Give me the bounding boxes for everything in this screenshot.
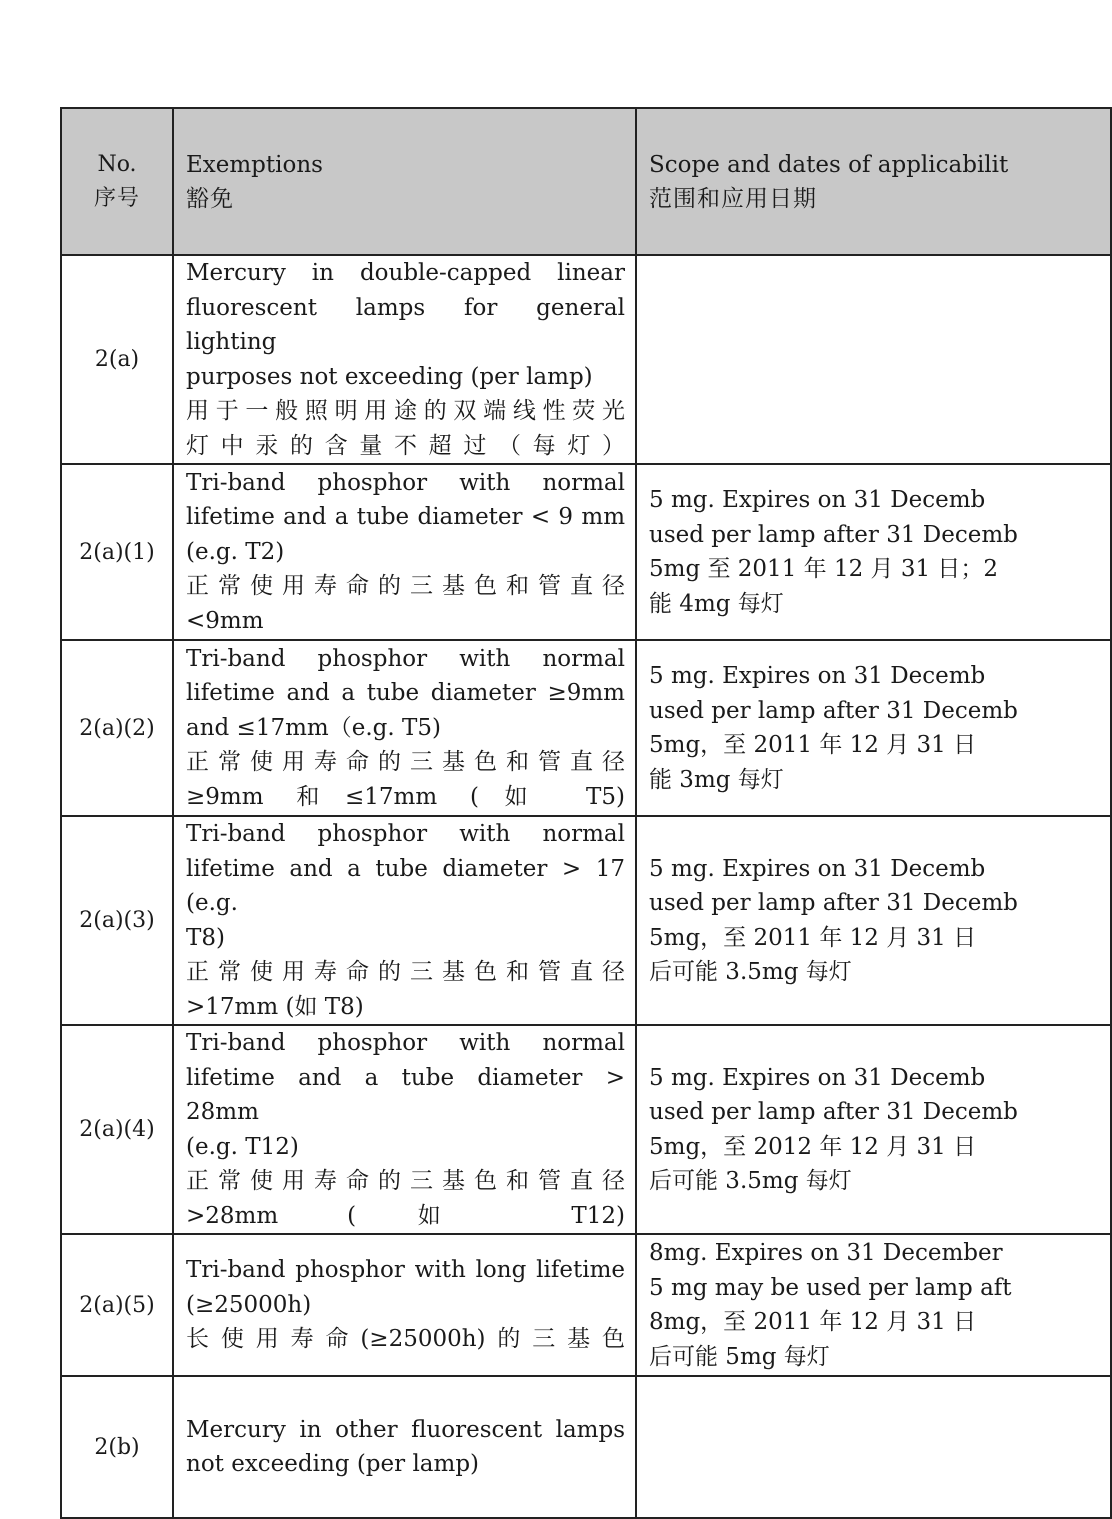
description-line: Tri-band phosphor with normal [186, 469, 625, 496]
exemptions-table [60, 107, 1112, 1519]
scope-description [636, 255, 1111, 464]
scope-description [636, 640, 1111, 816]
scope-line: 5 mg. Expires on 31 Decemb [649, 855, 986, 882]
scope-line: 5 mg. Expires on 31 Decemb [649, 487, 986, 513]
exemption-description [173, 1376, 636, 1518]
scope-line: 能 3mg 每灯 [649, 766, 784, 793]
scope-line: 5mg，至 2012 年 12 月 31 日 [649, 1133, 977, 1160]
row-number: 2(a)(3) [61, 816, 173, 1025]
header-scope [636, 108, 1111, 255]
description-line: 用于一般照明用途的双端线性荧光 [186, 398, 625, 424]
description-line: 长使用寿命(≥25000h)的三基色 [186, 1326, 625, 1353]
scope-line: 能 4mg 每灯 [649, 590, 784, 617]
description-line: T8) [186, 924, 225, 951]
description-line: ≥9mm 和≤17mm (如 T5) [186, 783, 625, 810]
description-line: (e.g. T12) [186, 1133, 299, 1160]
scope-line: 后可能 5mg 每灯 [649, 1343, 830, 1370]
header-scope-cn: 范围和应用日期 [649, 185, 817, 212]
scope-line: used per lamp after 31 Decemb [649, 521, 1018, 548]
description-line: 正常使用寿命的三基色和管直径 [186, 573, 625, 600]
description-line: 正常使用寿命的三基色和管直径 [186, 959, 625, 985]
table-row [61, 1025, 1111, 1234]
document-page [60, 107, 1018, 1477]
header-exemptions-en: Exemptions [186, 151, 323, 178]
scope-line: 5 mg. Expires on 31 Decemb [649, 1064, 986, 1091]
exemption-description [173, 1234, 636, 1376]
description-line: Mercury in double-capped linear [186, 260, 625, 286]
description-line: lifetime and a tube diameter ≥9mm [186, 680, 625, 707]
table-row [61, 464, 1111, 640]
exemption-description [173, 640, 636, 816]
scope-line: 5 mg may be used per lamp aft [649, 1274, 1012, 1301]
description-line: (≥25000h) [186, 1291, 312, 1318]
description-line: (e.g. T2) [186, 538, 285, 565]
exemption-description [173, 255, 636, 464]
description-line: 正常使用寿命的三基色和管直径 [186, 749, 625, 776]
scope-description [636, 816, 1111, 1025]
row-number: 2(a)(4) [61, 1025, 173, 1234]
scope-line: 8mg. Expires on 31 December [649, 1240, 1003, 1266]
scope-description [636, 1234, 1111, 1376]
table-body [61, 255, 1111, 1518]
table-row [61, 1376, 1111, 1518]
scope-line: used per lamp after 31 Decemb [649, 890, 1018, 916]
description-line: lifetime and a tube diameter > 28mm [186, 1064, 625, 1125]
scope-line: 后可能 3.5mg 每灯 [649, 959, 852, 985]
description-line: Tri-band phosphor with normal [186, 821, 625, 847]
description-line: lifetime and a tube diameter > 17 (e.g. [186, 855, 625, 916]
scope-line: 5mg，至 2011 年 12 月 31 日 [649, 732, 977, 758]
header-no-cn: 序号 [93, 185, 140, 211]
description-line: <9mm [186, 607, 264, 634]
header-scope-en: Scope and dates of applicabilit [649, 151, 1009, 178]
exemption-description [173, 816, 636, 1025]
header-exemptions-cn: 豁免 [186, 185, 234, 212]
scope-line: 5 mg. Expires on 31 Decemb [649, 663, 986, 689]
exemption-description [173, 1025, 636, 1234]
scope-description [636, 1376, 1111, 1518]
scope-line: 后可能 3.5mg 每灯 [649, 1168, 852, 1194]
scope-description [636, 1025, 1111, 1234]
table-row [61, 1234, 1111, 1376]
header-exemptions [173, 108, 636, 255]
table-row [61, 640, 1111, 816]
scope-line: used per lamp after 31 Decemb [649, 1099, 1018, 1125]
table-row [61, 255, 1111, 464]
header-no-en: No. [97, 151, 137, 177]
header-no [61, 108, 173, 255]
description-line: lifetime and a tube diameter < 9 mm [186, 504, 625, 531]
description-line: 灯中汞的含量不超过（每灯） [186, 432, 625, 459]
row-number: 2(a)(1) [61, 464, 173, 640]
row-number: 2(a)(2) [61, 640, 173, 816]
scope-line: 5mg，至 2011 年 12 月 31 日 [649, 924, 977, 951]
scope-line: used per lamp after 31 Decemb [649, 697, 1018, 724]
description-line: not exceeding (per lamp) [186, 1451, 480, 1477]
description-line: 正常使用寿命的三基色和管直径 [186, 1168, 625, 1194]
description-line: purposes not exceeding (per lamp) [186, 363, 593, 390]
exemption-description [173, 464, 636, 640]
description-line: fluorescent lamps for general lighting [186, 294, 625, 355]
row-number: 2(b) [61, 1376, 173, 1518]
table-header-row [61, 108, 1111, 255]
description-line: >28mm (如 T12) [186, 1202, 625, 1229]
description-line: >17mm (如 T8) [186, 993, 364, 1020]
scope-description [636, 464, 1111, 640]
description-line: and ≤17mm（e.g. T5) [186, 714, 441, 741]
description-line: Tri-band phosphor with normal [186, 1030, 625, 1056]
description-line: Tri-band phosphor with normal [186, 645, 625, 672]
table-row [61, 816, 1111, 1025]
description-line: Tri-band phosphor with long lifetime [186, 1257, 625, 1284]
scope-line: 5mg 至 2011 年 12 月 31 日；2 [649, 556, 999, 582]
row-number: 2(a)(5) [61, 1234, 173, 1376]
row-number: 2(a) [61, 255, 173, 464]
description-line: Mercury in other fluorescent lamps [186, 1416, 625, 1443]
scope-line: 8mg，至 2011 年 12 月 31 日 [649, 1309, 977, 1335]
